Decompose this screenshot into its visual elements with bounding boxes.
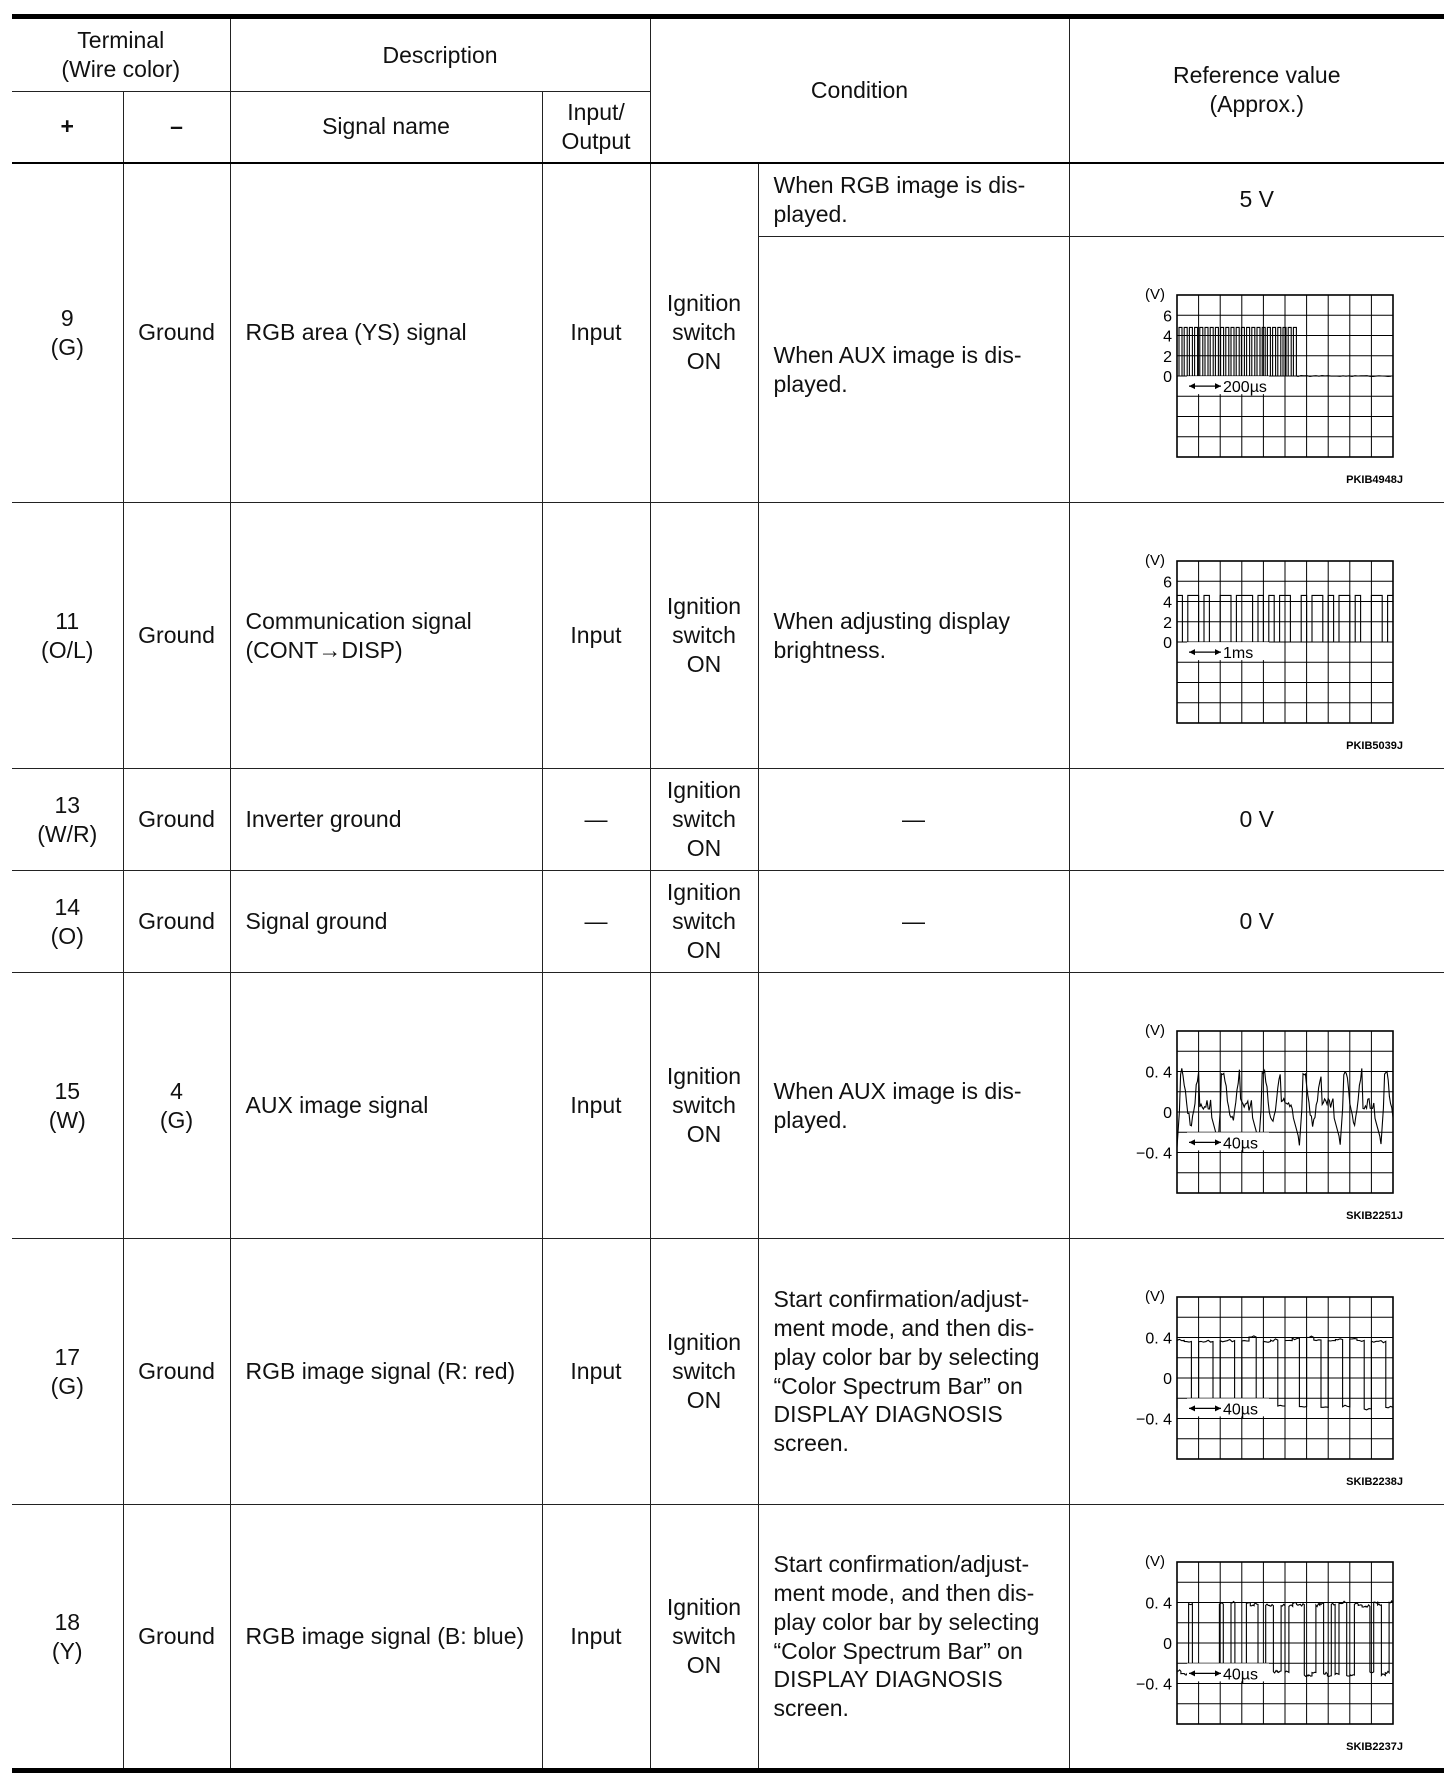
waveform-y-unit: (V) [1144,551,1165,569]
waveform-trace [1177,327,1391,376]
figure-code: SKIB2238J [1345,1475,1403,1487]
ignition-condition: Ignition switch ON [650,1505,758,1771]
waveform-y-tick: 6 [1162,307,1172,325]
terminal-minus: Ground [123,503,230,769]
input-output: Input [542,973,650,1239]
waveform-y-tick: 4 [1162,328,1172,345]
reference-waveform [1069,973,1444,1239]
input-output: — [542,871,650,973]
reference-value: 5 V [1069,163,1444,237]
terminal-plus: 15 (W) [12,973,123,1239]
header-reference-value: Reference value (Approx.) [1069,17,1444,163]
reference-value: 0 V [1069,871,1444,973]
figure-code: SKIB2251J [1345,1209,1403,1221]
table-row [12,163,1444,237]
waveform-graph [1107,1522,1407,1752]
reference-waveform [1069,503,1444,769]
table-row [12,973,1444,1239]
signal-name: Signal ground [230,871,542,973]
figure-code: SKIB2237J [1345,1740,1403,1752]
waveform-graph [1107,991,1407,1221]
waveform-time-scale: 40µs [1222,1134,1258,1152]
waveform-aux-image [1070,991,1445,1221]
figure-code: PKIB5039J [1345,739,1403,751]
condition-text: When adjusting display brightness. [758,503,1069,769]
ignition-condition: Ignition switch ON [650,503,758,769]
reference-value: 0 V [1069,769,1444,871]
header-input-output: Input/ Output [542,92,650,163]
waveform-rgb-blue [1070,1522,1445,1752]
condition-text: When AUX image is dis- played. [758,973,1069,1239]
header-signal-name: Signal name [230,92,542,163]
waveform-time-scale: 200µs [1222,378,1267,396]
waveform-y-unit: (V) [1144,1552,1165,1570]
waveform-y-unit: (V) [1144,1287,1165,1305]
terminal-plus: 11 (O/L) [12,503,123,769]
waveform-time-scale: 40µs [1222,1400,1258,1418]
waveform-y-tick: 4 [1162,594,1172,611]
ignition-condition: Ignition switch ON [650,871,758,973]
terminal-plus: 9 (G) [12,163,123,503]
signal-name: AUX image signal [230,973,542,1239]
ignition-condition: Ignition switch ON [650,973,758,1239]
terminal-minus: Ground [123,769,230,871]
condition-text: Start confirmation/adjust- ment mode, and then dis- play color bar by selecting “Color Spectrum Bar” on DISPLAY DIAGNOSIS screen. [758,1505,1069,1771]
waveform-graph [1107,521,1407,751]
input-output: Input [542,163,650,503]
waveform-y-unit: (V) [1144,1021,1165,1039]
input-output: Input [542,1505,650,1771]
waveform-y-tick: −0. 4 [1135,1145,1172,1162]
header-description: Description [230,17,650,92]
waveform-graph [1107,255,1407,485]
terminal-minus: Ground [123,1505,230,1771]
terminal-plus: 14 (O) [12,871,123,973]
terminal-plus: 17 (G) [12,1239,123,1505]
waveform-y-tick: 0 [1162,1104,1172,1122]
condition-text: When AUX image is dis- played. [758,237,1069,503]
waveform-y-tick: 0. 4 [1145,1064,1172,1081]
waveform-time-scale: 40µs [1222,1665,1258,1683]
waveform-y-tick: 0 [1162,1635,1172,1653]
table-row [12,769,1444,871]
input-output: — [542,769,650,871]
waveform-y-tick: 0. 4 [1145,1330,1172,1347]
condition-text: When RGB image is dis- played. [758,163,1069,237]
reference-waveform [1069,237,1444,503]
input-output: Input [542,1239,650,1505]
terminal-minus: Ground [123,871,230,973]
terminal-minus: Ground [123,163,230,503]
waveform-y-tick: 0 [1162,368,1172,386]
waveform-y-tick: 6 [1162,573,1172,591]
waveform-time-scale: 1ms [1222,644,1253,662]
header-condition: Condition [650,17,1069,163]
ignition-condition: Ignition switch ON [650,769,758,871]
header-terminal: Terminal (Wire color) [12,17,230,92]
condition-text: — [758,871,1069,973]
terminal-minus: Ground [123,1239,230,1505]
table-row [12,1505,1444,1771]
table-row [12,871,1444,973]
waveform-y-tick: −0. 4 [1135,1676,1172,1693]
reference-waveform [1069,1505,1444,1771]
figure-code: PKIB4948J [1345,473,1403,485]
signal-name: RGB image signal (B: blue) [230,1505,542,1771]
waveform-y-tick: 0 [1162,1370,1172,1388]
waveform-y-tick: 0 [1162,634,1172,652]
signal-name: RGB image signal (R: red) [230,1239,542,1505]
waveform-rgb-red [1070,1257,1445,1487]
condition-text: Start confirmation/adjust- ment mode, and then dis- play color bar by selecting “Color Spectrum Bar” on DISPLAY DIAGNOSIS screen. [758,1239,1069,1505]
terminal-plus: 13 (W/R) [12,769,123,871]
terminal-reference-table [12,14,1444,1773]
waveform-ys-signal [1070,255,1445,485]
waveform-y-tick: 2 [1162,348,1172,366]
terminal-minus: 4 (G) [123,973,230,1239]
header-plus: + [12,92,123,163]
header-row-1 [12,17,1444,92]
terminal-plus: 18 (Y) [12,1505,123,1771]
signal-name: Communication signal (CONT→DISP) [230,503,542,769]
waveform-graph [1107,1257,1407,1487]
waveform-y-tick: −0. 4 [1135,1411,1172,1428]
table-row [12,1239,1444,1505]
signal-name: RGB area (YS) signal [230,163,542,503]
waveform-y-unit: (V) [1144,285,1165,303]
waveform-grid [1177,1031,1393,1193]
table-row [12,503,1444,769]
waveform-communication [1070,521,1445,751]
input-output: Input [542,503,650,769]
condition-text: — [758,769,1069,871]
waveform-y-tick: 2 [1162,614,1172,632]
waveform-y-tick: 0. 4 [1145,1595,1172,1612]
reference-waveform [1069,1239,1444,1505]
ignition-condition: Ignition switch ON [650,1239,758,1505]
header-minus: – [123,92,230,163]
signal-name: Inverter ground [230,769,542,871]
ignition-condition: Ignition switch ON [650,163,758,503]
